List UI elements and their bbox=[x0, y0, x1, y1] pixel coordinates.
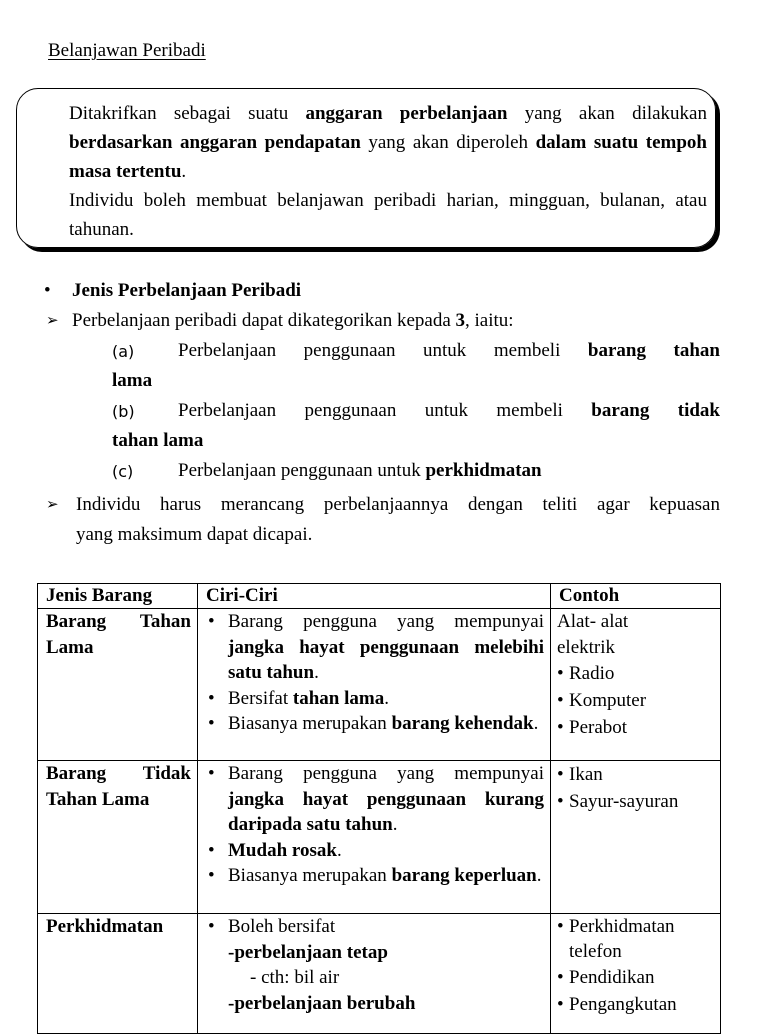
section-intro bbox=[72, 306, 514, 336]
intro-text: Perbelanjaan peribadi dapat dikategorikan kepada bbox=[72, 310, 456, 331]
definition-paragraph bbox=[69, 99, 707, 186]
table-header: Contoh bbox=[551, 584, 721, 609]
item-marker: (c) bbox=[112, 462, 134, 481]
item-text-part: Perbelanjaan penggunaan untuk membeli bbox=[178, 340, 588, 361]
type-label: Lama bbox=[46, 636, 94, 658]
item-text bbox=[178, 396, 720, 426]
examples-heading: Alat- alat bbox=[557, 611, 629, 632]
cell-text: . bbox=[336, 839, 342, 861]
table-row bbox=[38, 609, 721, 761]
definition-text: . bbox=[181, 161, 187, 182]
examples-cell bbox=[551, 609, 721, 761]
cell-text: Barang pengguna yang mempunyai bbox=[228, 611, 544, 632]
list-item bbox=[206, 914, 544, 1016]
type-label: Perkhidmatan bbox=[46, 916, 164, 937]
cell-text: . bbox=[384, 687, 389, 709]
table-header: Jenis Barang bbox=[38, 584, 198, 609]
cell-bold: Mudah rosak bbox=[228, 839, 337, 861]
list-item bbox=[206, 838, 544, 864]
cell-text: - cth: bil air bbox=[250, 967, 340, 988]
example-item: • Radio bbox=[557, 660, 714, 687]
list-item bbox=[206, 686, 544, 712]
cell-text: Barang pengguna yang mempunyai bbox=[228, 763, 544, 784]
item-text bbox=[178, 456, 542, 486]
example-item: • Perkhidmatan telefon bbox=[557, 914, 714, 964]
example-item: • Sayur-sayuran bbox=[557, 788, 714, 815]
type-cell bbox=[38, 761, 198, 914]
table-row bbox=[38, 914, 721, 1034]
list-item bbox=[206, 609, 544, 686]
cell-text: Biasanya merupakan bbox=[228, 713, 392, 734]
type-label: Tahan Lama bbox=[46, 788, 150, 810]
examples-cell bbox=[551, 761, 721, 914]
cell-text: • Boleh bersifat bbox=[228, 916, 336, 937]
example-item: • Komputer bbox=[557, 687, 714, 714]
cell-bold: barang keperluan bbox=[391, 865, 537, 886]
item-marker: (a) bbox=[112, 342, 135, 361]
definition-text: Ditakrifkan sebagai suatu bbox=[69, 103, 306, 124]
cell-bold: tahan lama bbox=[292, 687, 385, 709]
closing-text: Individu harus merancang perbelanjaannya dengan teliti agar kepuasan bbox=[76, 494, 720, 515]
item-text-continued: lama bbox=[112, 370, 153, 391]
cell-text: . bbox=[314, 662, 319, 683]
examples-cell bbox=[551, 914, 721, 1034]
definition-bold-text: anggaran perbelanjaan bbox=[305, 103, 508, 124]
characteristics-cell bbox=[198, 914, 551, 1034]
item-text-bold: barang tidak bbox=[591, 400, 720, 421]
list-item bbox=[206, 711, 544, 737]
definition-box bbox=[16, 88, 716, 248]
item-text-part: Perbelanjaan penggunaan untuk membeli bbox=[178, 400, 592, 421]
example-item: • Pendidikan bbox=[557, 964, 714, 991]
closing-text-continued: yang maksimum dapat dicapai. bbox=[76, 524, 313, 545]
page-title: Belanjawan Peribadi bbox=[48, 40, 206, 61]
cell-bold: -perbelanjaan tetap bbox=[228, 941, 388, 963]
list-item bbox=[206, 761, 544, 838]
item-text bbox=[178, 336, 720, 366]
cell-text: . bbox=[536, 865, 542, 886]
cell-bold: jangka hayat penggunaan melebihi satu tahun bbox=[228, 636, 544, 683]
item-text-bold: perkhidmatan bbox=[425, 460, 542, 481]
examples-heading: elektrik bbox=[557, 636, 616, 658]
cell-text: . bbox=[392, 814, 398, 835]
cell-text: . bbox=[533, 713, 539, 734]
list-item bbox=[206, 863, 544, 889]
arrow-bullet-icon: ➢ bbox=[46, 313, 59, 329]
example-item: • Perabot bbox=[557, 714, 714, 741]
table-row bbox=[38, 761, 721, 914]
characteristics-cell bbox=[198, 761, 551, 914]
expenditure-table bbox=[37, 583, 721, 1034]
item-text-continued: tahan lama bbox=[112, 430, 204, 451]
item-marker: (b) bbox=[112, 402, 135, 421]
table-header-row bbox=[38, 584, 721, 609]
intro-count: 3 bbox=[455, 310, 466, 331]
definition-bold-text: berdasarkan anggaran pendapatan bbox=[69, 132, 361, 153]
table-header: Ciri-Ciri bbox=[198, 584, 551, 609]
cell-bold: barang kehendak bbox=[391, 713, 534, 734]
type-cell bbox=[38, 914, 198, 1034]
cell-bold: jangka hayat penggunaan kurang daripada satu tahun bbox=[228, 788, 544, 835]
bullet-icon: • bbox=[44, 280, 51, 301]
cell-bold: -perbelanjaan berubah bbox=[228, 992, 416, 1014]
item-text-part: Perbelanjaan penggunaan untuk bbox=[178, 460, 426, 481]
example-item: • Ikan bbox=[557, 761, 714, 788]
type-label: Barang Tidak bbox=[46, 763, 191, 784]
intro-text: , iaitu: bbox=[465, 310, 514, 331]
definition-bold-text: dalam suatu tempoh masa tertentu bbox=[69, 132, 707, 182]
section-heading: Jenis Perbelanjaan Peribadi bbox=[72, 280, 302, 301]
type-cell bbox=[38, 609, 198, 761]
characteristics-cell bbox=[198, 609, 551, 761]
type-label: Barang Tahan bbox=[46, 611, 191, 632]
item-text-bold: barang tahan bbox=[587, 340, 720, 361]
arrow-bullet-icon: ➢ bbox=[46, 497, 59, 513]
definition-text: yang akan diperoleh bbox=[360, 132, 536, 153]
definition-text: yang akan dilakukan bbox=[507, 103, 707, 124]
definition-paragraph-2: Individu boleh membuat belanjawan peribadi harian, mingguan, bulanan, atau tahunan. bbox=[69, 190, 707, 240]
cell-text: Biasanya merupakan bbox=[228, 865, 392, 886]
cell-text: Bersifat bbox=[228, 687, 293, 709]
example-item: • Pengangkutan bbox=[557, 991, 714, 1018]
